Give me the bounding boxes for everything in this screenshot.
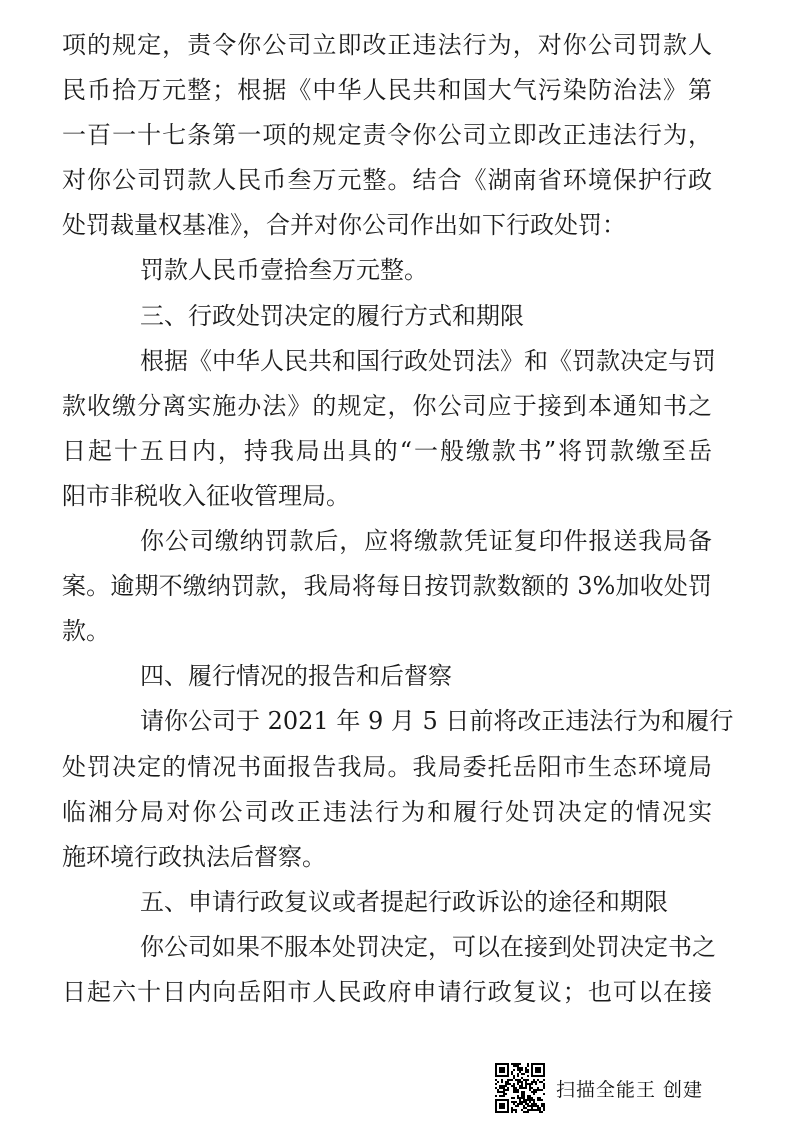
- text-line: 你公司如果不服本处罚决定，可以在接到处罚决定书之: [140, 932, 716, 961]
- text-line: 四、履行情况的报告和后督察: [140, 662, 452, 691]
- text-line: 三、行政处罚决定的履行方式和期限: [140, 301, 524, 330]
- text-line: 处罚裁量权基准》，合并对你公司作出如下行政处罚：: [62, 211, 626, 240]
- text-line: 临湘分局对你公司改正违法行为和履行处罚决定的情况实: [62, 797, 712, 826]
- text-line: 五、申请行政复议或者提起行政诉讼的途径和期限: [140, 887, 668, 916]
- text-line: 阳市非税收入征收管理局。: [62, 481, 350, 510]
- text-line: 日起十五日内，持我局出具的“一般缴款书”将罚款缴至岳: [62, 436, 712, 465]
- text-line: 项的规定，责令你公司立即改正违法行为，对你公司罚款人: [62, 31, 712, 59]
- watermark-label: 扫描全能王 创建: [556, 1078, 704, 1101]
- text-line: 请你公司于 2021 年 9 月 5 日前将改正违法行为和履行: [140, 707, 734, 736]
- scanner-watermark: [495, 1063, 703, 1113]
- text-line: 根据《中华人民共和国行政处罚法》和《罚款决定与罚: [140, 346, 716, 375]
- qr-code-icon: [495, 1063, 545, 1113]
- text-line: 一百一十七条第一项的规定责令你公司立即改正违法行为，: [62, 121, 712, 150]
- text-line: 民币拾万元整；根据《中华人民共和国大气污染防治法》第: [62, 76, 712, 105]
- text-line: 罚款人民币壹拾叁万元整。: [140, 256, 428, 285]
- text-line: 日起六十日内向岳阳市人民政府申请行政复议；也可以在接: [62, 977, 712, 1006]
- text-line: 款。: [62, 617, 110, 646]
- text-line: 处罚决定的情况书面报告我局。我局委托岳阳市生态环境局: [62, 752, 712, 781]
- document-body: [62, 23, 734, 1015]
- text-line: 施环境行政执法后督察。: [62, 842, 326, 871]
- text-line: 案。逾期不缴纳罚款，我局将每日按罚款数额的 3%加收处罚: [62, 572, 712, 601]
- text-line: 你公司缴纳罚款后，应将缴款凭证复印件报送我局备: [140, 527, 712, 556]
- text-line: 对你公司罚款人民币叁万元整。结合《湖南省环境保护行政: [62, 166, 712, 195]
- text-line: 款收缴分离实施办法》的规定，你公司应于接到本通知书之: [62, 391, 712, 420]
